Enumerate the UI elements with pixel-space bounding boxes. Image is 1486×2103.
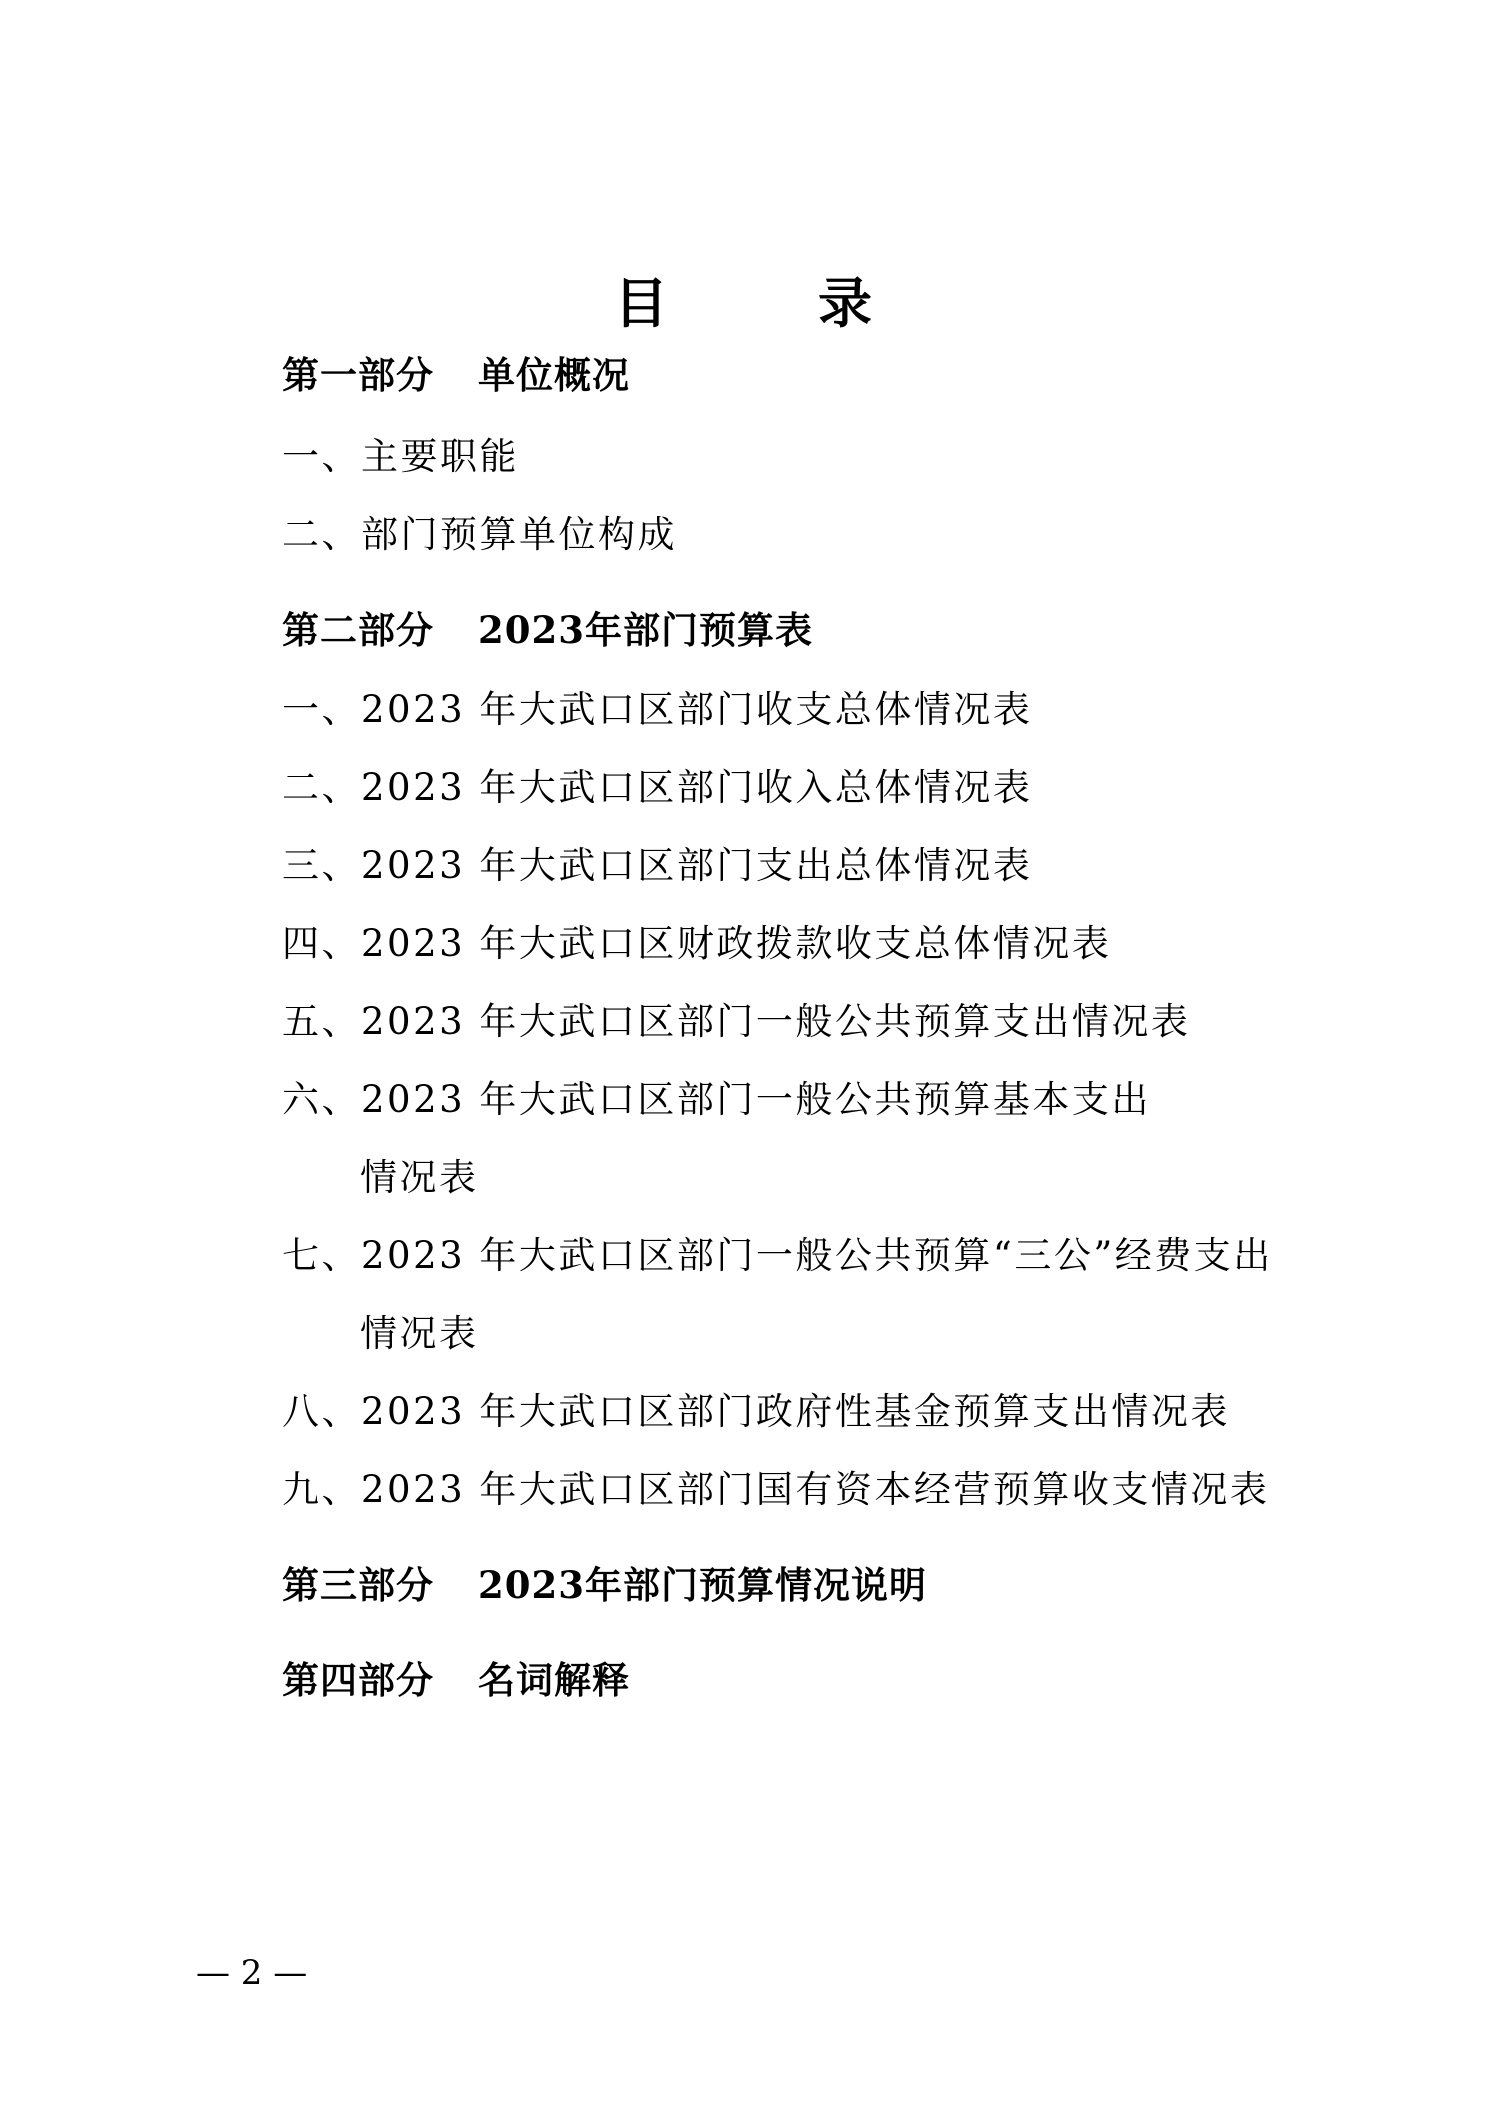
toc-part-2[interactable] xyxy=(282,605,813,655)
toc-title-char-1: 目 xyxy=(614,271,668,335)
toc-item[interactable]: 三、2023 年大武口区部门支出总体情况表 xyxy=(282,844,1033,887)
toc-item[interactable]: 五、2023 年大武口区部门一般公共预算支出情况表 xyxy=(282,1000,1191,1043)
toc-item[interactable]: 二、2023 年大武口区部门收入总体情况表 xyxy=(282,766,1033,809)
toc-item[interactable]: 九、2023 年大武口区部门国有资本经营预算收支情况表 xyxy=(282,1468,1270,1511)
toc-part-3[interactable] xyxy=(282,1560,927,1610)
toc-item[interactable]: 七、2023 年大武口区部门一般公共预算“三公”经费支出 xyxy=(282,1234,1273,1277)
part-title: 单位概况 xyxy=(478,353,630,397)
part-label: 第三部分 xyxy=(282,1563,434,1607)
toc-item[interactable]: 二、部门预算单位构成 xyxy=(282,513,677,556)
toc-item[interactable]: 一、2023 年大武口区部门收支总体情况表 xyxy=(282,688,1033,731)
part-label: 第四部分 xyxy=(282,1658,434,1702)
toc-part-4[interactable] xyxy=(282,1655,630,1705)
toc-item-continuation[interactable]: 情况表 xyxy=(360,1312,479,1355)
toc-item[interactable]: 四、2023 年大武口区财政拨款收支总体情况表 xyxy=(282,922,1112,965)
toc-part-1[interactable] xyxy=(282,350,630,400)
part-title: 名词解释 xyxy=(478,1658,630,1702)
toc-title-char-2: 录 xyxy=(818,271,872,335)
toc-item-continuation[interactable]: 情况表 xyxy=(360,1156,479,1199)
part-label: 第一部分 xyxy=(282,353,434,397)
toc-item[interactable]: 八、2023 年大武口区部门政府性基金预算支出情况表 xyxy=(282,1390,1230,1433)
part-title: 2023年部门预算表 xyxy=(478,608,813,652)
part-title: 2023年部门预算情况说明 xyxy=(478,1563,927,1607)
toc-title xyxy=(0,268,1486,338)
toc-item[interactable]: 六、2023 年大武口区部门一般公共预算基本支出 xyxy=(282,1078,1151,1121)
toc-item[interactable]: 一、主要职能 xyxy=(282,435,519,478)
page-number: — 2 — xyxy=(196,1953,308,1993)
part-label: 第二部分 xyxy=(282,608,434,652)
